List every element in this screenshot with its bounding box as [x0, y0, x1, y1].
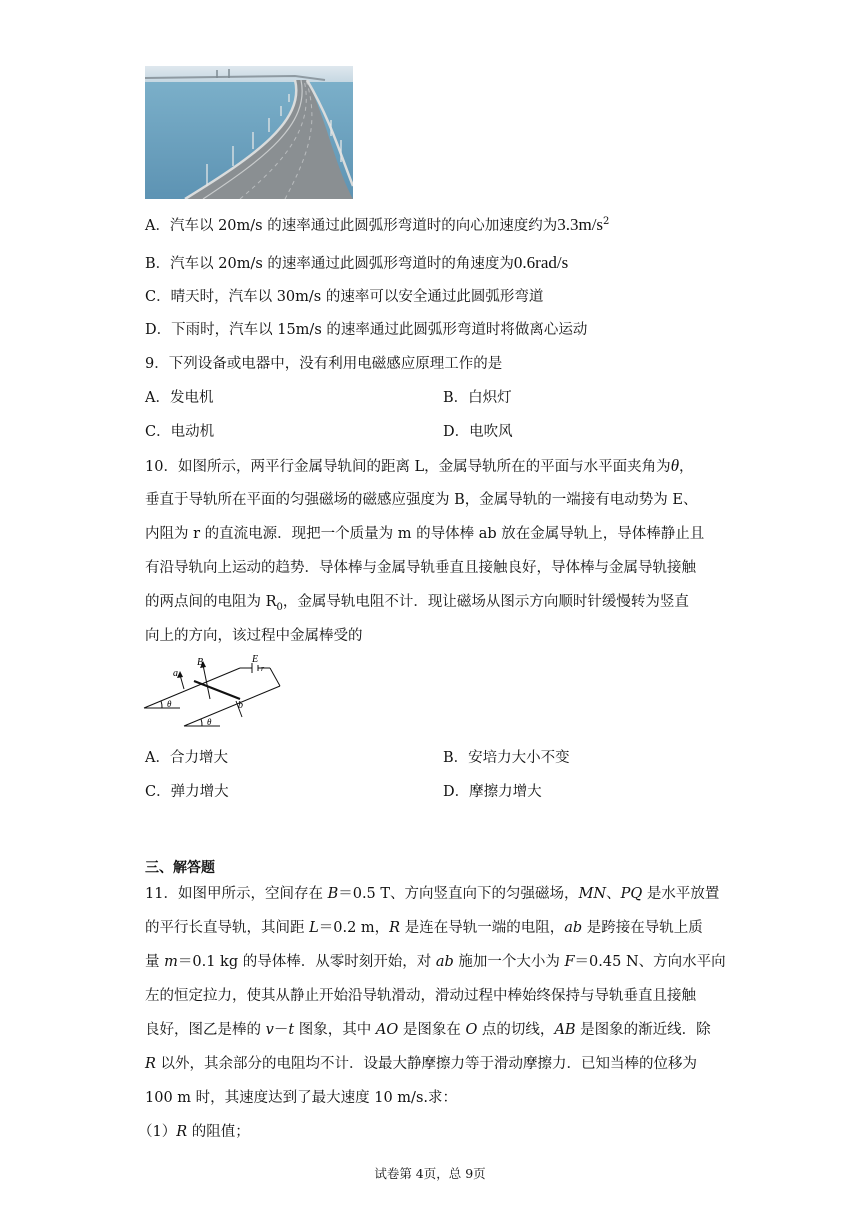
- label-E: E: [252, 655, 259, 665]
- q8-option-d: D．下雨时，汽车以 15m/s 的速率通过此圆弧形弯道时将做离心运动: [145, 322, 588, 338]
- label-r: r: [261, 664, 265, 673]
- q11-line-3: 量 m＝0.1 kg 的导体棒．从零时刻开始，对 ab 施加一个大小为 F＝0.45 N、方向水平向: [145, 954, 726, 970]
- label-a: a: [173, 668, 178, 679]
- q9-option-c: C．电动机: [145, 424, 215, 440]
- label-theta-1: θ: [167, 699, 172, 709]
- q10-option-a: A．合力增大: [145, 750, 228, 766]
- bridge-photo: [145, 66, 353, 199]
- q9-option-a: A．发电机: [145, 390, 214, 406]
- q11-line-4: 左的恒定拉力，使其从静止开始沿导轨滑动，滑动过程中棒始终保持与导轨垂直且接触: [145, 988, 696, 1004]
- q10-line-5: 的两点间的电阻为 $R_0$，金属导轨电阻不计．现让磁场从图示方向顺时针缓慢转为竖直: [145, 594, 689, 613]
- q11-line-1: 11．如图甲所示，空间存在 B＝0.5 T、方向竖直向下的匀强磁场，MN、PQ 是水平放置: [145, 886, 720, 902]
- label-b: b: [238, 700, 243, 711]
- label-B: B: [197, 657, 204, 668]
- q11-line-5: 良好，图乙是棒的 v－t 图象，其中 AO 是图象在 O 点的切线，AB 是图象的渐近线．除: [145, 1022, 711, 1038]
- q10-option-d: D．摩擦力增大: [443, 784, 542, 800]
- section-title: 三、解答题: [145, 860, 215, 876]
- q8-option-a: A．汽车以 20m/s 的速率通过此圆弧形弯道时的向心加速度约为$3.3m/s^2$: [145, 214, 610, 234]
- q10-line-3: 内阻为 r 的直流电源．现把一个质量为 m 的导体棒 ab 放在金属导轨上，导体棒静止且: [145, 526, 705, 542]
- q11-sub-1: （1）R 的阻值；: [138, 1124, 250, 1140]
- q9-option-d: D．电吹风: [443, 424, 513, 440]
- q9-option-b: B．白炽灯: [443, 390, 512, 406]
- q10-line-6: 向上的方向，该过程中金属棒受的: [145, 628, 363, 644]
- q8-option-b: B．汽车以 20m/s 的速率通过此圆弧形弯道时的角速度为0.6rad/s: [145, 253, 569, 272]
- q10-line-1: 10．如图所示，两平行金属导轨间的距离 L，金属导轨所在的平面与水平面夹角为θ，: [145, 456, 694, 475]
- q9-stem: 9．下列设备或电器中，没有利用电磁感应原理工作的是: [145, 356, 503, 372]
- page-footer: 试卷第 4页，总 9页: [374, 1166, 486, 1181]
- rail-diagram: [140, 655, 285, 730]
- q11-line-2: 的平行长直导轨，其间距 L＝0.2 m，R 是连在导轨一端的电阻，ab 是跨接在导轨上质: [145, 920, 703, 936]
- q10-line-2: 垂直于导轨所在平面的匀强磁场的磁感应强度为 B，金属导轨的一端接有电动势为 E、: [145, 492, 698, 508]
- q10-line-4: 有沿导轨向上运动的趋势．导体棒与金属导轨垂直且接触良好，导体棒与金属导轨接触: [145, 560, 696, 576]
- q10-option-c: C．弹力增大: [145, 784, 229, 800]
- q8-option-c: C．晴天时，汽车以 30m/s 的速率可以安全通过此圆弧形弯道: [145, 289, 544, 305]
- q10-option-b: B．安培力大小不变: [443, 750, 570, 766]
- label-theta-2: θ: [207, 717, 212, 727]
- q11-line-7: 100 m 时，其速度达到了最大速度 10 m/s.求：: [145, 1090, 457, 1106]
- q11-line-6: R 以外，其余部分的电阻均不计．设最大静摩擦力等于滑动摩擦力．已知当棒的位移为: [145, 1056, 698, 1072]
